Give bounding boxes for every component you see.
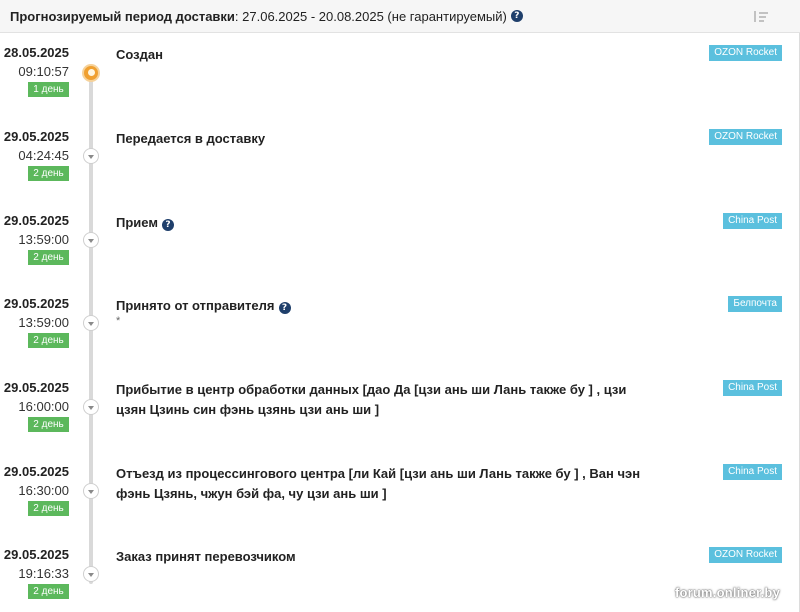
event-time: 13:59:00 <box>18 232 69 247</box>
event-time: 13:59:00 <box>18 315 69 330</box>
event-note: * <box>116 315 121 327</box>
carrier-badge: OZON Rocket <box>709 129 782 145</box>
question-circle-icon[interactable]: ? <box>162 219 174 231</box>
event-date: 29.05.2025 <box>3 464 69 479</box>
event-days-badge: 2 день <box>28 250 69 265</box>
tracking-event <box>0 213 800 297</box>
event-time: 16:30:00 <box>18 483 69 498</box>
carrier-badge: Белпочта <box>728 296 782 312</box>
watermark: forum.onliner.by <box>674 585 780 600</box>
delivery-period-label: Прогнозируемый период доставки <box>10 8 235 24</box>
event-time: 09:10:57 <box>18 64 69 79</box>
event-time: 19:16:33 <box>18 566 69 581</box>
question-circle-icon[interactable]: ? <box>511 10 523 22</box>
tracking-event <box>0 129 800 213</box>
tracking-event <box>0 296 800 380</box>
event-time: 16:00:00 <box>18 399 69 414</box>
delivery-period-header <box>0 0 800 33</box>
chevron-down-icon[interactable] <box>83 566 99 582</box>
event-title <box>116 129 656 149</box>
carrier-badge: China Post <box>723 464 782 480</box>
event-title-text: Прибытие в центр обработки данных [дао Да [цзи ань ши Лань также бу ] , цзи цзян Цзинь син фэнь цзянь цзи ань ши ] <box>116 382 627 417</box>
event-date: 29.05.2025 <box>3 547 69 562</box>
event-title <box>116 380 656 420</box>
event-title <box>116 213 656 233</box>
event-days-badge: 2 день <box>28 501 69 516</box>
event-days-badge: 2 день <box>28 584 69 599</box>
event-date: 29.05.2025 <box>3 213 69 228</box>
event-time: 04:24:45 <box>18 148 69 163</box>
carrier-badge: China Post <box>723 380 782 396</box>
event-title-text: Прием <box>116 215 158 230</box>
event-title <box>116 547 656 567</box>
chevron-down-icon[interactable] <box>83 399 99 415</box>
event-days-badge: 2 день <box>28 333 69 348</box>
event-title <box>116 464 656 504</box>
question-circle-icon[interactable]: ? <box>279 302 291 314</box>
sort-icon[interactable] <box>754 9 770 25</box>
chevron-down-icon[interactable] <box>83 232 99 248</box>
event-title-text: Заказ принят перевозчиком <box>116 549 296 564</box>
chevron-down-icon[interactable] <box>83 315 99 331</box>
event-days-badge: 2 день <box>28 166 69 181</box>
delivery-period-value: : 27.06.2025 - 20.08.2025 (не гарантируемый) <box>234 8 507 24</box>
event-title <box>116 45 656 65</box>
origin-icon <box>82 64 100 82</box>
carrier-badge: China Post <box>723 213 782 229</box>
event-title-text: Передается в доставку <box>116 131 266 146</box>
event-title-text: Создан <box>116 47 163 62</box>
carrier-badge: OZON Rocket <box>709 45 782 61</box>
event-date: 28.05.2025 <box>3 45 69 60</box>
chevron-down-icon[interactable] <box>83 148 99 164</box>
event-date: 29.05.2025 <box>3 296 69 311</box>
tracking-event <box>0 380 800 464</box>
tracking-event <box>0 464 800 548</box>
tracking-event <box>0 45 800 129</box>
event-title-text: Принято от отправителя <box>116 298 275 313</box>
event-days-badge: 1 день <box>28 82 69 97</box>
carrier-badge: OZON Rocket <box>709 547 782 563</box>
event-title-text: Отъезд из процессингового центра [ли Кай [цзи ань ши Лань также бу ] , Ван чэн фэнь Цзянь, чжун бэй фа, чу цзи ань ши ] <box>116 466 641 501</box>
event-title <box>116 296 656 316</box>
event-date: 29.05.2025 <box>3 129 69 144</box>
event-days-badge: 2 день <box>28 417 69 432</box>
event-date: 29.05.2025 <box>3 380 69 395</box>
tracking-event <box>0 547 800 612</box>
chevron-down-icon[interactable] <box>83 483 99 499</box>
